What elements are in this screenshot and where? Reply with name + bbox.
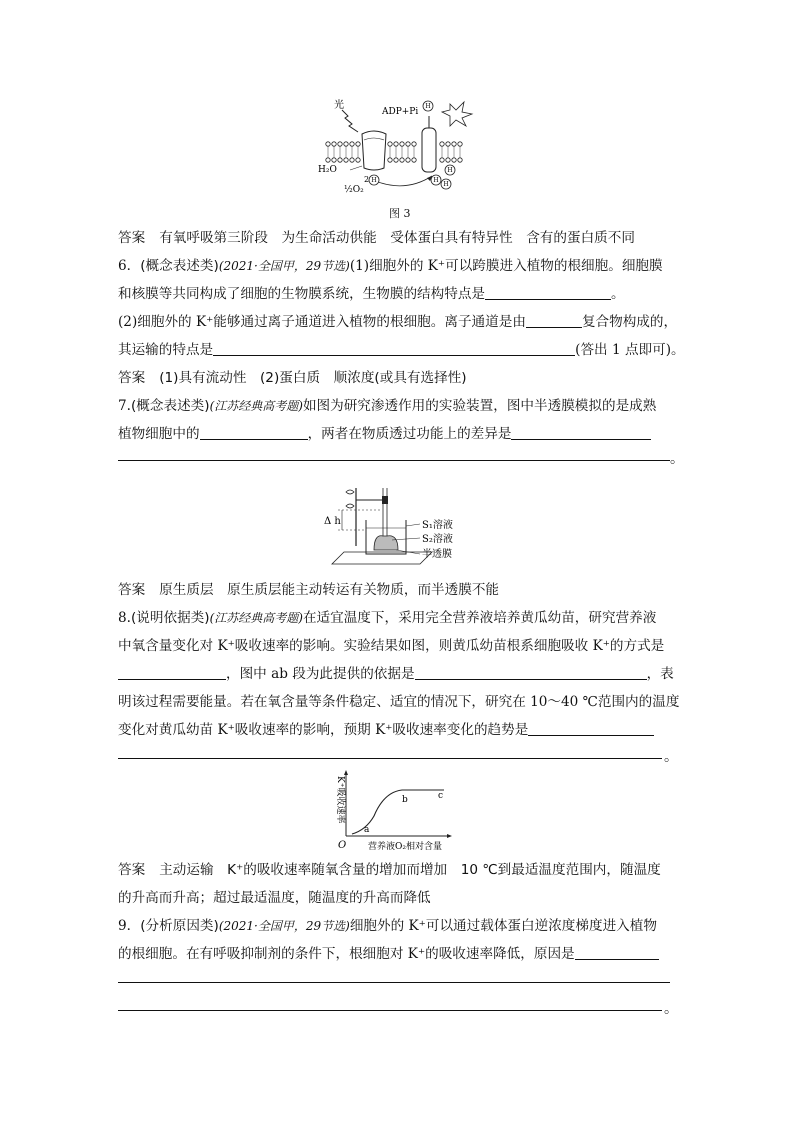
fig3-label-adp: ADP+Pi: [382, 107, 419, 117]
svg-text:H: H: [447, 167, 453, 174]
q8-answer-line-2: [118, 884, 678, 912]
q8-blank-3[interactable]: [528, 721, 654, 736]
q8-line-5: [118, 716, 678, 744]
q8-text-3: ，图中 ab 段为此提供的依据是: [226, 666, 415, 682]
q7-fig-dh: Δ h: [324, 516, 341, 527]
q8-answer-4: 的升高而升高；超过最适温度，随温度的升高而降低: [118, 890, 431, 906]
bilayer-bottom: [326, 158, 462, 162]
q9-line-2: [118, 940, 678, 968]
membrane-svg: [312, 96, 482, 196]
q7-text-2: 植物细胞中的: [118, 426, 200, 442]
q8-answer-2: K⁺的吸收速率随氧含量的增加而增加: [227, 862, 448, 878]
figure-3-caption: 图 3: [389, 207, 411, 220]
q8-answer-line[interactable]: [118, 758, 662, 759]
q6-source: (2021·全国甲，29节选): [218, 259, 350, 273]
bilayer-top: [326, 142, 462, 146]
q9-blank-1[interactable]: [575, 945, 659, 960]
answer-label: 答案: [118, 862, 146, 878]
q7-blank-1[interactable]: [200, 425, 308, 440]
q8-source: (江苏经典高考题): [209, 611, 303, 625]
figure-3-membrane-diagram: [312, 96, 482, 196]
q9-answer-line-2[interactable]: [118, 1010, 662, 1011]
q7-type: (概念表述类): [130, 398, 210, 414]
chart-point-b: b: [402, 795, 408, 805]
q6-text-2-end: 。: [611, 286, 625, 302]
q6-text-2: 和核膜等共同构成了细胞的生物膜系统，生物膜的结构特点是: [118, 286, 486, 302]
q7-source: (江苏经典高考题): [209, 399, 303, 413]
q7-period: 。: [670, 451, 684, 467]
q7-answer: [118, 576, 678, 604]
q7-fig-s1: S₁溶液: [422, 520, 453, 531]
q8-text-3-end: ，表: [646, 666, 674, 682]
chart-svg: [322, 770, 472, 852]
q9-text-1: 细胞外的 K⁺可以通过载体蛋白逆浓度梯度进入植物: [349, 918, 657, 934]
q5-answer-3: 受体蛋白具有特异性: [390, 230, 513, 246]
q9-period: 。: [664, 1001, 678, 1017]
q9-type: (分析原因类): [140, 918, 219, 934]
q7-fig-membrane: 半透膜: [422, 549, 452, 560]
photosystem-protein: [362, 131, 386, 170]
q7-number: 7.: [118, 398, 131, 414]
q6-number: 6．: [118, 258, 141, 274]
q6-text-3: (2)细胞外的 K⁺能够通过离子通道进入植物的根细胞。离子通道是由: [118, 314, 526, 330]
q6-line-1: [118, 252, 678, 280]
q5-answer-2: 为生命活动供能: [281, 230, 377, 246]
q8-number: 8.: [118, 610, 131, 626]
burst-shape: [442, 102, 472, 126]
light-arrow: [342, 110, 358, 132]
chart-origin: O: [338, 840, 347, 851]
chart-point-a: a: [364, 825, 370, 835]
chart-point-c: c: [438, 791, 444, 801]
q8-line-4: [118, 688, 678, 716]
q8-type: (说明依据类): [130, 610, 210, 626]
svg-text:H: H: [425, 103, 431, 110]
q7-line-2: [118, 420, 678, 448]
answer-label: 答案: [118, 370, 146, 386]
q8-text-2: 中氧含量变化对 K⁺吸收速率的影响。实验结果如图，则黄瓜幼苗根系细胞吸收 K⁺的方式是: [118, 638, 665, 654]
q9-text-2: 的根细胞。在有呼吸抑制剂的条件下，根细胞对 K⁺的吸收速率降低，原因是: [118, 946, 575, 962]
q8-answer-3: 10 ℃到最适温度范围内，随温度: [460, 862, 661, 878]
q9-answer-line-1[interactable]: [118, 982, 670, 983]
q7-fig-s2: S₂溶液: [422, 534, 453, 545]
q6-line-4: [118, 336, 685, 364]
q6-blank-2[interactable]: [526, 313, 582, 328]
q7-line-1: [118, 392, 678, 420]
q6-text-4: 其运输的特点是: [118, 342, 214, 358]
q6-text-4-end: (答出 1 点即可)。: [575, 342, 685, 358]
q8-line-1: [118, 604, 678, 632]
q8-text-4: 明该过程需要能量。若在氧含量等条件稳定、适宜的情况下，研究在 10～40 ℃范围内的温度: [118, 694, 680, 710]
q9-line-1: [118, 912, 678, 940]
q8-blank-1[interactable]: [118, 665, 226, 680]
chart-xlabel: 营养液O₂相对含量: [368, 842, 442, 852]
chart-ylabel: K⁺吸收速率: [335, 776, 345, 824]
q6-answer-text: (1)具有流动性 (2)蛋白质 顺浓度(或具有选择性): [159, 370, 467, 386]
q8-k-uptake-chart: [322, 770, 472, 852]
q7-text-2-mid: ，两者在物质透过功能上的差异是: [307, 426, 512, 442]
osmosis-svg: [324, 484, 474, 566]
q6-answer: [118, 364, 678, 392]
fig3-label-o2: ½O₂: [344, 185, 364, 195]
fig3-label-h2o: H₂O: [318, 165, 337, 175]
q6-blank-3[interactable]: [213, 341, 575, 356]
q6-text-3-end: 复合物构成的，: [581, 314, 678, 330]
q7-osmosis-apparatus-figure: [324, 484, 474, 566]
q9-number: 9．: [118, 918, 141, 934]
q7-blank-2[interactable]: [511, 425, 651, 440]
q8-text-5: 变化对黄瓜幼苗 K⁺吸收速率的影响，预期 K⁺吸收速率变化的趋势是: [118, 722, 529, 738]
q6-line-2: [118, 280, 678, 308]
svg-text:H: H: [371, 177, 377, 184]
fig3-label-light: 光: [334, 100, 344, 111]
svg-text:H: H: [443, 181, 449, 188]
q7-answer-1: 原生质层: [159, 582, 214, 598]
q6-type: (概念表述类): [140, 258, 219, 274]
q9-source: (2021·全国甲，29节选): [218, 919, 350, 933]
q7-answer-2: 原生质层能主动转运有关物质，而半透膜不能: [227, 582, 500, 598]
svg-text:H: H: [433, 177, 439, 184]
q6-text-1: (1)细胞外的 K⁺可以跨膜进入植物的根细胞。细胞膜: [349, 258, 663, 274]
q5-answer-1: 有氧呼吸第三阶段: [159, 230, 268, 246]
q8-answer-line-1: [118, 856, 678, 884]
q8-line-2: [118, 632, 678, 660]
q6-blank-1[interactable]: [485, 285, 611, 300]
q5-answer: [118, 224, 678, 252]
q8-blank-2[interactable]: [415, 665, 647, 680]
q8-line-3: [118, 660, 678, 688]
q8-text-1: 在适宜温度下，采用完全营养液培养黄瓜幼苗，研究营养液: [302, 610, 657, 626]
fig3-label-2: 2: [364, 175, 370, 184]
atp-synthase: [422, 128, 436, 172]
answer-label: 答案: [118, 582, 146, 598]
q7-answer-line[interactable]: [118, 460, 670, 461]
q6-line-3: [118, 308, 678, 336]
q5-answer-4: 含有的蛋白质不同: [526, 230, 635, 246]
q8-answer-1: 主动运输: [159, 862, 214, 878]
q8-period: 。: [664, 749, 678, 765]
answer-label: 答案: [118, 230, 146, 246]
q7-text-1: 如图为研究渗透作用的实验装置，图中半透膜模拟的是成熟: [302, 398, 657, 414]
